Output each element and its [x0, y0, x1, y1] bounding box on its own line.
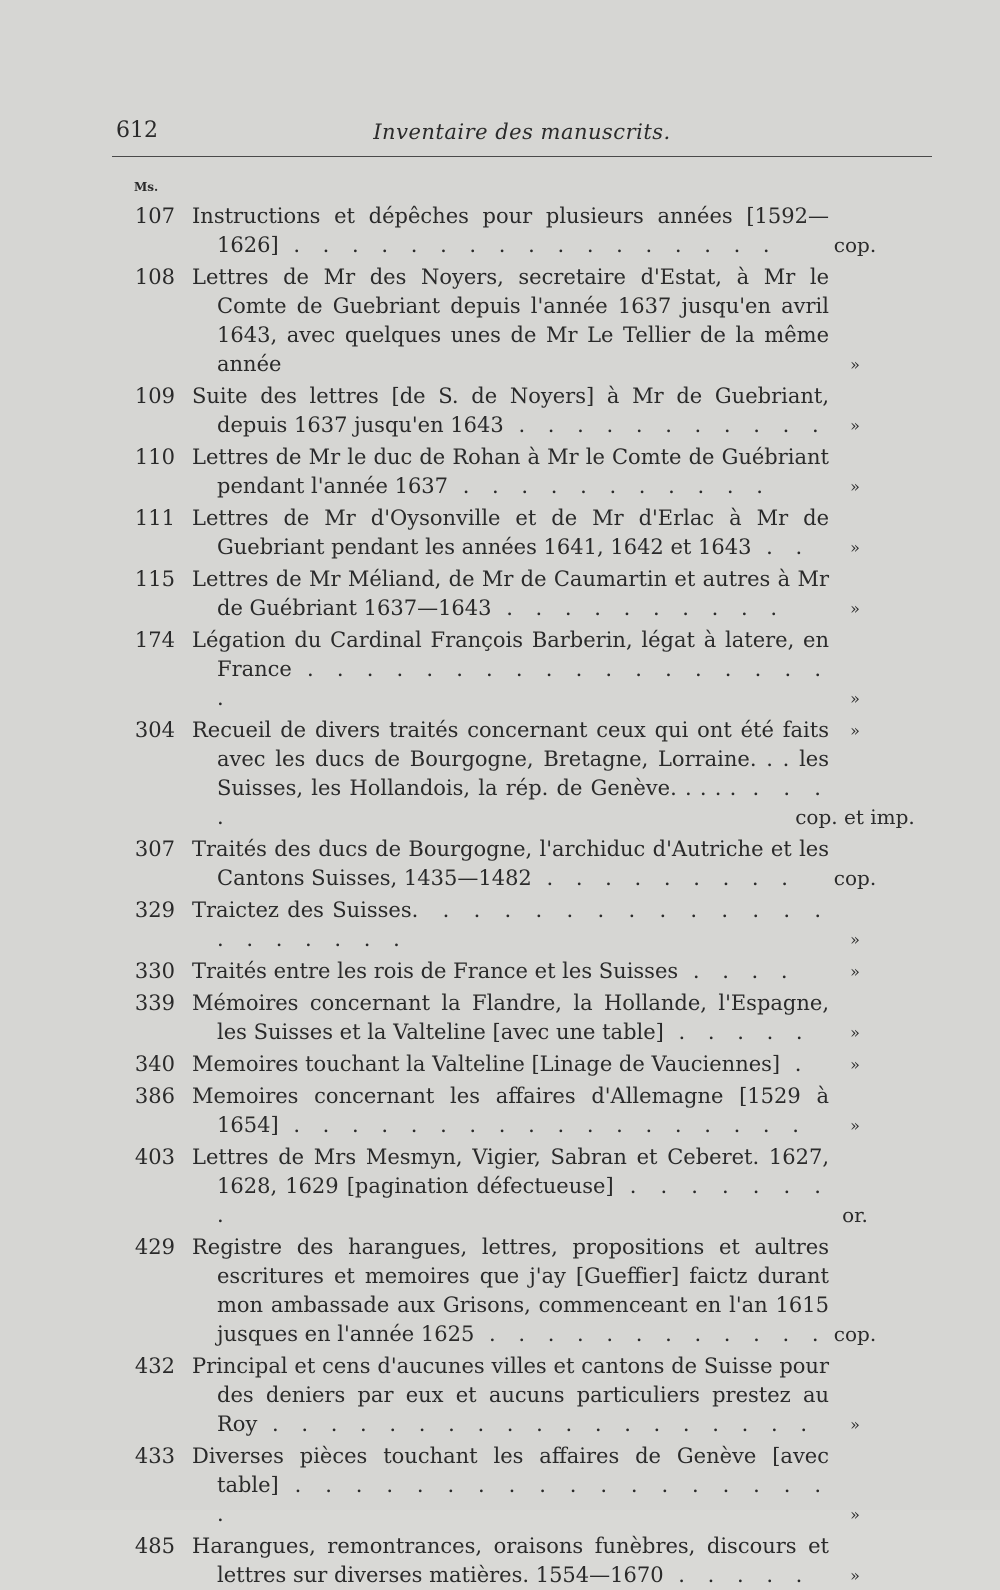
manuscript-number: 386	[134, 1084, 175, 1108]
manuscript-number: 340	[134, 1052, 175, 1076]
description-text: Lettres de Mr d'Oysonville et de Mr d'Erlac à Mr de Guebriant pendant les années 1641, 1642 et 1643	[192, 506, 829, 559]
leader-dots: . . . . . . . . . . .	[503, 413, 827, 437]
description-text: Harangues, remontrances, oraisons funèbres, discours et lettres sur diverses matières. 1554—1670	[192, 1534, 829, 1587]
description-text: Traités entre les rois de France et les Suisses	[192, 959, 679, 983]
description-text: Instructions et dépêches pour plusieurs années [1592—1626]	[192, 204, 829, 257]
description-text: Memoires concernant les affaires d'Allemagne [1529 à 1654]	[192, 1084, 829, 1137]
manuscript-number: 110	[134, 445, 175, 469]
description-text: Lettres de Mr Méliand, de Mr de Caumartin et autres à Mr de Guébriant 1637—1643	[192, 567, 829, 620]
leader-dots: . . . . . . . . . .	[491, 596, 786, 620]
status-mark: »	[850, 416, 860, 435]
manuscript-description	[192, 565, 829, 623]
leader-dots: . .	[751, 535, 811, 559]
manuscript-entry	[120, 1442, 940, 1529]
description-text: Registre des harangues, lettres, propositions et aultres escritures et memoires que j'ay [Gueffier] faictz durant mon ambassade aux Grisons, commenceant en l'an 1615 jusques en l'année 1625	[192, 1235, 829, 1346]
description-text: Memoires touchant la Valteline [Linage de Vauciennes]	[192, 1052, 781, 1076]
status-mark: »	[850, 962, 860, 981]
status-mark: or.	[842, 1203, 868, 1227]
manuscript-number: 109	[134, 384, 175, 408]
manuscript-number: 432	[134, 1354, 175, 1378]
leader-dots: . . . . . . . . .	[531, 866, 796, 890]
description-text: Lettres de Mr des Noyers, secretaire d'Estat, à Mr le Comte de Guebriant depuis l'année 1637 jusqu'en avril 1643, avec quelques unes de Mr Le Tellier de la même année	[192, 265, 829, 376]
leader-dots: . . . . . . . . . . . . . . . . . . .	[217, 657, 829, 710]
manuscript-entry	[120, 957, 940, 986]
description-text: Suite des lettres [de S. de Noyers] à Mr de Guebriant, depuis 1637 jusqu'en 1643	[192, 384, 829, 437]
manuscript-number: 429	[134, 1235, 175, 1259]
manuscript-description	[192, 626, 829, 713]
manuscript-description	[192, 989, 829, 1047]
manuscript-number: 339	[134, 991, 175, 1015]
leader-dots: . . . . . . . . . . . . . . . . . . .	[217, 1473, 829, 1526]
manuscript-number: 330	[134, 959, 175, 983]
leader-dots: . . . . . . . . . . . . . . . . . . . . .	[217, 898, 830, 951]
page-number: 612	[116, 118, 158, 143]
leader-dots: . . . . . . . .	[217, 1174, 829, 1227]
manuscript-description	[192, 263, 829, 379]
manuscript-entry	[120, 1233, 940, 1349]
manuscript-description	[192, 1082, 829, 1140]
manuscript-entry	[120, 443, 940, 501]
running-title: Inventaire des manuscrits.	[373, 120, 671, 144]
description-text: Recueil de divers traités concernant ceux qui ont été faits avec les ducs de Bourgogne, Bretagne, Lorraine. . . les Suisses, les Hollandois, la rép. de Genève. . . . .	[192, 718, 829, 800]
status-mark: cop.	[833, 866, 877, 890]
status-mark: »	[850, 1415, 860, 1434]
manuscript-entry	[120, 202, 940, 260]
leader-dots: . . . . .	[663, 1020, 811, 1044]
leader-dots: . . . . .	[663, 1563, 811, 1587]
status-mark: »	[850, 538, 860, 557]
description-text: Mémoires concernant la Flandre, la Hollande, l'Espagne, les Suisses et la Valteline [avec une table]	[192, 991, 829, 1044]
leader-dots: . . . . . . . . . . .	[448, 474, 771, 498]
manuscript-description	[192, 504, 829, 562]
manuscript-description	[192, 1050, 829, 1079]
leader-dots: . . . . . . . . . . . . . . . . . .	[278, 1113, 807, 1137]
manuscript-entry	[120, 626, 940, 713]
manuscript-number: 433	[134, 1444, 175, 1468]
leader-dots: . . . . . . . . . . . .	[474, 1322, 827, 1346]
manuscript-description	[192, 443, 829, 501]
manuscript-description	[192, 896, 829, 954]
manuscript-entry	[120, 263, 940, 379]
manuscript-description	[192, 1143, 829, 1230]
status-mark: »	[850, 1116, 860, 1135]
manuscript-entry	[120, 1352, 940, 1439]
status-mark: »	[850, 930, 860, 949]
description-text: Lettres de Mr le duc de Rohan à Mr le Comte de Guébriant pendant l'année 1637	[192, 445, 829, 498]
status-mark: »	[850, 721, 860, 740]
manuscript-description	[192, 835, 829, 893]
manuscript-number: 107	[134, 204, 175, 228]
leader-dots: .	[780, 1052, 810, 1076]
status-mark: »	[850, 689, 860, 708]
description-text: Lettres de Mrs Mesmyn, Vigier, Sabran et Ceberet. 1627, 1628, 1629 [pagination défectueuse]	[192, 1145, 829, 1198]
manuscript-description	[192, 1233, 829, 1349]
manuscript-entry	[120, 504, 940, 562]
manuscript-description	[192, 1352, 829, 1439]
manuscript-description	[192, 957, 829, 986]
status-mark: cop.	[833, 233, 877, 257]
manuscript-description	[192, 382, 829, 440]
manuscript-number: 111	[134, 506, 175, 530]
manuscript-description	[192, 202, 829, 260]
leader-dots: . . . . . . . . . . . . . . . . . . .	[257, 1412, 815, 1436]
manuscript-number: 329	[134, 898, 175, 922]
manuscript-entry	[120, 1082, 940, 1140]
leader-dots: . . . .	[217, 776, 829, 829]
description-text: Traités des ducs de Bourgogne, l'archiduc d'Autriche et les Cantons Suisses, 1435—1482	[192, 837, 829, 890]
status-mark: »	[850, 1505, 860, 1524]
description-text: Diverses pièces touchant les affaires de Genève [avec table]	[192, 1444, 829, 1497]
manuscript-number: 485	[134, 1534, 175, 1558]
manuscript-number: 115	[134, 567, 175, 591]
manuscript-number: 304	[134, 718, 175, 742]
manuscript-entry	[120, 896, 940, 954]
description-text: Traictez des Suisses	[192, 898, 412, 922]
manuscript-description	[192, 1442, 829, 1529]
manuscript-list	[120, 202, 940, 1590]
ms-column-label: Ms.	[134, 180, 159, 194]
status-mark: cop.	[833, 1322, 877, 1346]
manuscript-number: 174	[134, 628, 175, 652]
manuscript-entry	[120, 716, 940, 832]
leader-dots: . . . .	[678, 959, 796, 983]
manuscript-number: 307	[134, 837, 175, 861]
manuscript-entry	[120, 1532, 940, 1590]
status-mark: »	[850, 355, 860, 374]
manuscript-entry	[120, 1050, 940, 1079]
status-mark: »	[850, 1055, 860, 1074]
page-header	[112, 116, 932, 157]
status-mark: »	[850, 477, 860, 496]
leader-dots: . . . . . . . . . . . . . . . . .	[278, 233, 778, 257]
manuscript-entry	[120, 1143, 940, 1230]
status-mark: »	[850, 1023, 860, 1042]
status-mark: »	[850, 599, 860, 618]
manuscript-entry	[120, 989, 940, 1047]
status-mark-secondary: cop. et imp.	[795, 805, 915, 829]
manuscript-entry	[120, 382, 940, 440]
status-mark: »	[850, 1566, 860, 1585]
manuscript-number: 403	[134, 1145, 175, 1169]
description-text: Principal et cens d'aucunes villes et cantons de Suisse pour des deniers par eux et aucuns particuliers prestez au Roy	[192, 1354, 829, 1436]
manuscript-entry	[120, 835, 940, 893]
manuscript-entry	[120, 565, 940, 623]
description-text: Légation du Cardinal François Barberin, légat à latere, en France	[192, 628, 829, 681]
manuscript-number: 108	[134, 265, 175, 289]
manuscript-description	[192, 716, 829, 832]
manuscript-description	[192, 1532, 829, 1590]
